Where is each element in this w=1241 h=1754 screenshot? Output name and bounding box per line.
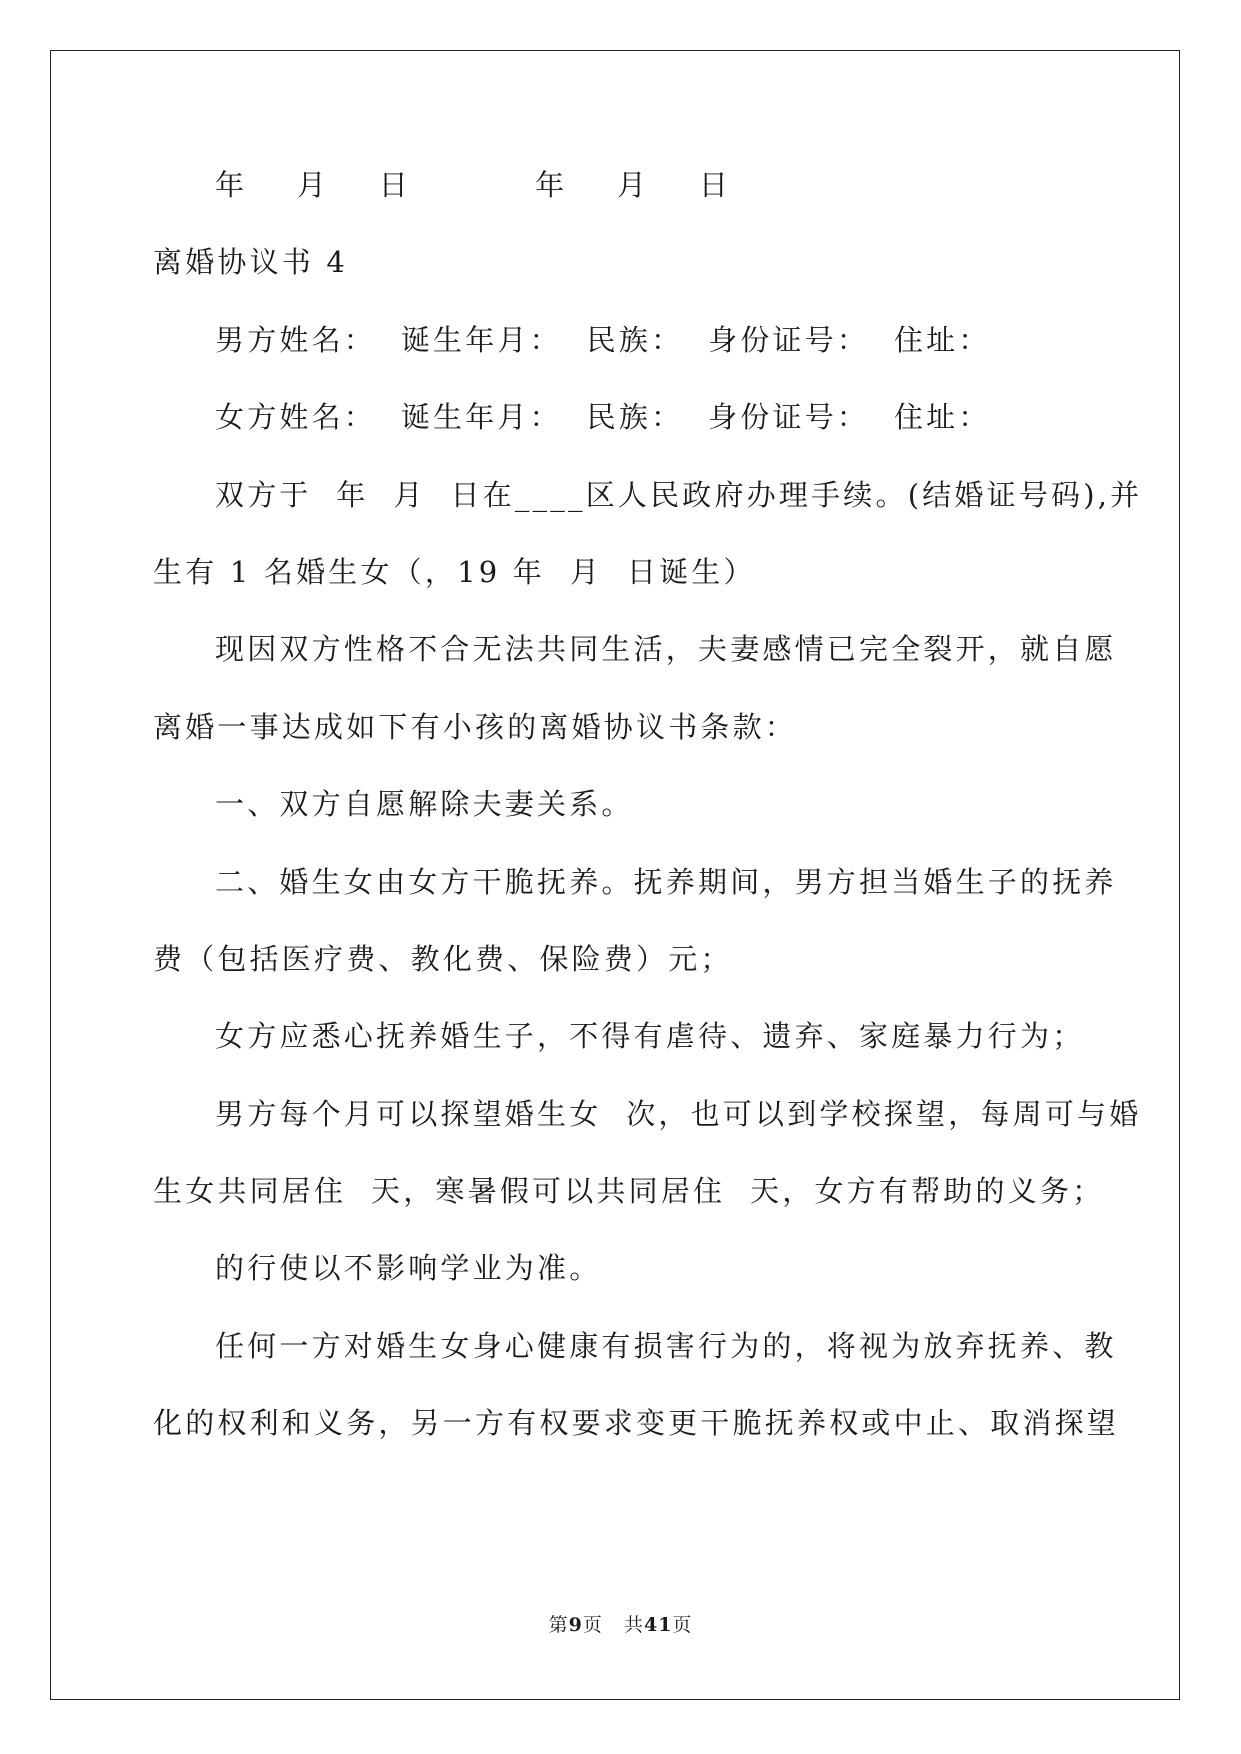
clause-line: 二、婚生女由女方干脆抚养。抚养期间，男方担当婚生子的抚养 <box>215 864 1117 899</box>
section-title: 离婚协议书 4 <box>153 245 349 280</box>
clause-line: 费（包括医疗费、教化费、保险费）元； <box>153 941 733 976</box>
female-info-line: 女方姓名： 诞生年月： 民族： 身份证号： 住址： <box>215 400 991 435</box>
paragraph-line: 男方每个月可以探望婚生女 次，也可以到学校探望，每周可与婚 <box>215 1096 1142 1131</box>
male-info-line: 男方姓名： 诞生年月： 民族： 身份证号： 住址： <box>215 322 991 357</box>
footer-prefix: 第 <box>548 1614 569 1636</box>
signature-date-line: 年 月 日 年 月 日 <box>215 168 732 202</box>
total-page-count: 41 <box>643 1614 673 1636</box>
page-footer <box>0 1613 1241 1637</box>
paragraph-line: 任何一方对婚生女身心健康有损害行为的，将视为放弃抚养、教 <box>215 1328 1117 1363</box>
clause-line: 一、双方自愿解除夫妻关系。 <box>215 787 634 822</box>
paragraph-line: 现因双方性格不合无法共同生活，夫妻感情已完全裂开，就自愿 <box>215 632 1117 667</box>
paragraph-line: 女方应悉心抚养婚生子，不得有虐待、遗弃、家庭暴力行为； <box>215 1019 1085 1054</box>
paragraph-line: 的行使以不影响学业为准。 <box>215 1251 602 1286</box>
footer-page-suffix: 页 <box>582 1614 603 1636</box>
document-body <box>153 166 1143 1482</box>
current-page-number: 9 <box>568 1614 583 1636</box>
paragraph-line: 生有 1 名婚生女（，19 年 月 日诞生） <box>153 554 756 589</box>
paragraph-line: 双方于 年 月 日在____区人民政府办理手续。(结婚证号码),并 <box>215 477 1143 512</box>
paragraph-line: 离婚一事达成如下有小孩的离婚协议书条款： <box>153 709 798 744</box>
footer-total-suffix: 页 <box>672 1614 693 1636</box>
footer-total-prefix: 共 <box>623 1614 644 1636</box>
paragraph-line: 生女共同居住 天，寒暑假可以共同居住 天，女方有帮助的义务； <box>153 1174 1105 1209</box>
paragraph-line: 化的权利和义务，另一方有权要求变更干脆抚养权或中止、取消探望 <box>153 1406 1120 1441</box>
